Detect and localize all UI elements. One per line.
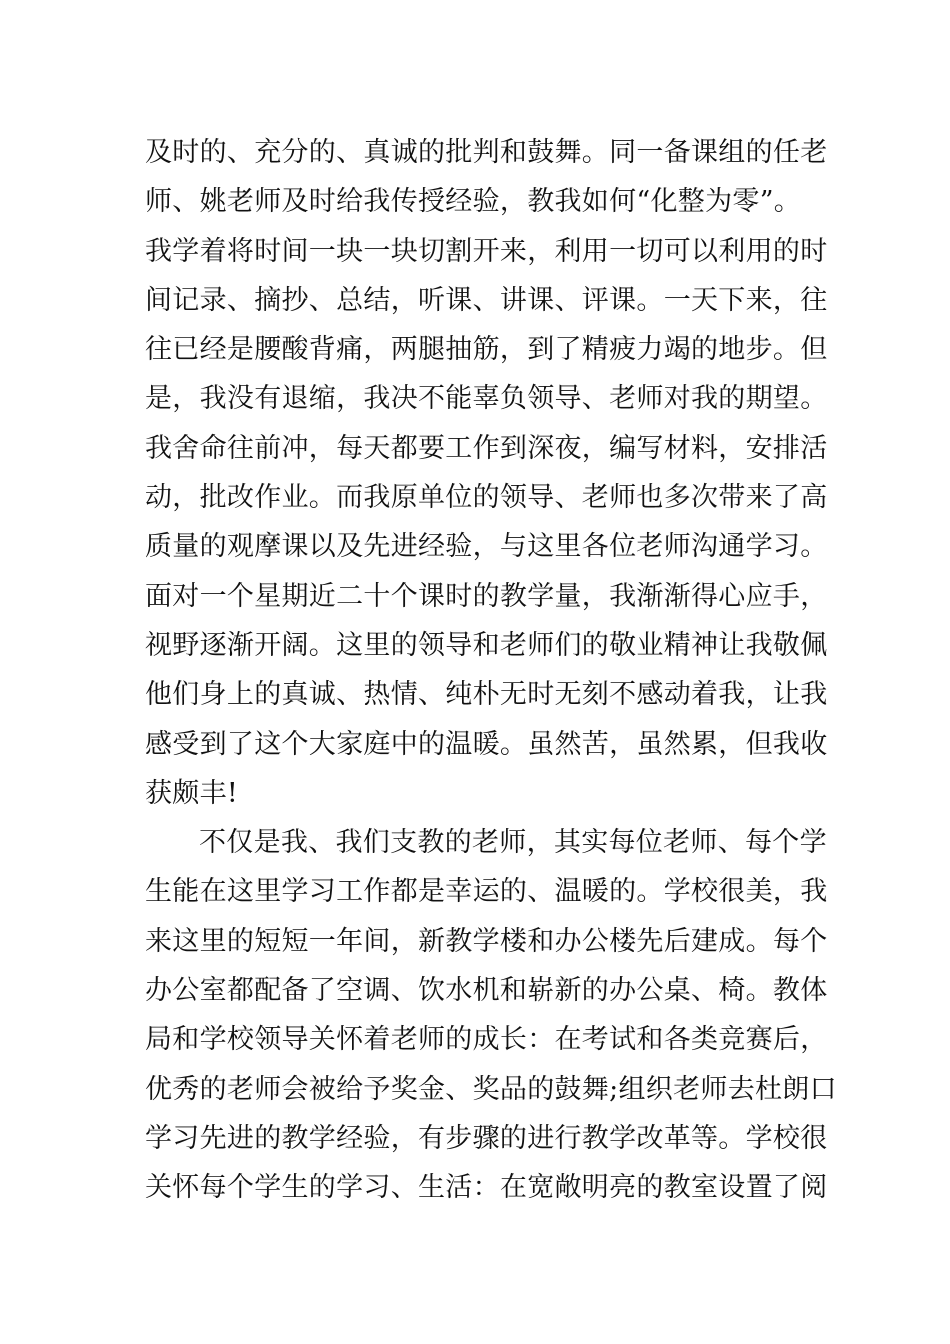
text-line: 感受到了这个大家庭中的温暖。虽然苦，虽然累，但我收 <box>145 728 828 760</box>
text-line: 动，批改作业。而我原单位的领导、老师也多次带来了高 <box>145 482 828 514</box>
text-line: 生能在这里学习工作都是幸运的、温暖的。学校很美，我 <box>145 876 828 908</box>
text-line: 学习先进的教学经验，有步骤的进行教学改革等。学校很 <box>145 1122 828 1154</box>
document-body <box>145 128 837 1213</box>
text-line: 是，我没有退缩，我决不能辜负领导、老师对我的期望。 <box>145 383 828 415</box>
text-line: 办公室都配备了空调、饮水机和崭新的办公桌、椅。教体 <box>145 975 828 1007</box>
text-line: 质量的观摩课以及先进经验，与这里各位老师沟通学习。 <box>145 531 828 563</box>
text-line: 局和学校领导关怀着老师的成长：在考试和各类竞赛后， <box>145 1024 828 1056</box>
text-line: 我舍命往前冲，每天都要工作到深夜，编写材料，安排活 <box>145 432 828 464</box>
text-line: 不仅是我、我们支教的老师，其实每位老师、每个学 <box>199 827 827 859</box>
text-line: 往已经是腰酸背痛，两腿抽筋，到了精疲力竭的地步。但 <box>145 334 828 366</box>
text-line: 优秀的老师会被给予奖金、奖品的鼓舞;组织老师去杜朗口 <box>145 1073 837 1105</box>
text-line: 关怀每个学生的学习、生活：在宽敞明亮的教室设置了阅 <box>145 1172 828 1204</box>
text-line: 师、姚老师及时给我传授经验，教我如何“化整为零”。 <box>145 186 802 218</box>
paragraph-1 <box>145 128 828 818</box>
text-line: 他们身上的真诚、热情、纯朴无时无刻不感动着我，让我 <box>145 679 828 711</box>
text-line: 视野逐渐开阔。这里的领导和老师们的敬业精神让我敬佩 <box>145 629 828 661</box>
text-line: 获颇丰! <box>145 777 239 809</box>
text-line: 及时的、充分的、真诚的批判和鼓舞。同一备课组的任老 <box>145 137 828 168</box>
text-line: 我学着将时间一块一块切割开来，利用一切可以利用的时 <box>145 235 828 267</box>
text-line: 面对一个星期近二十个课时的教学量，我渐渐得心应手， <box>145 580 828 612</box>
paragraph-2 <box>145 818 837 1212</box>
text-line: 间记录、摘抄、总结，听课、讲课、评课。一天下来，往 <box>145 284 828 316</box>
text-line: 来这里的短短一年间，新教学楼和办公楼先后建成。每个 <box>145 925 828 957</box>
